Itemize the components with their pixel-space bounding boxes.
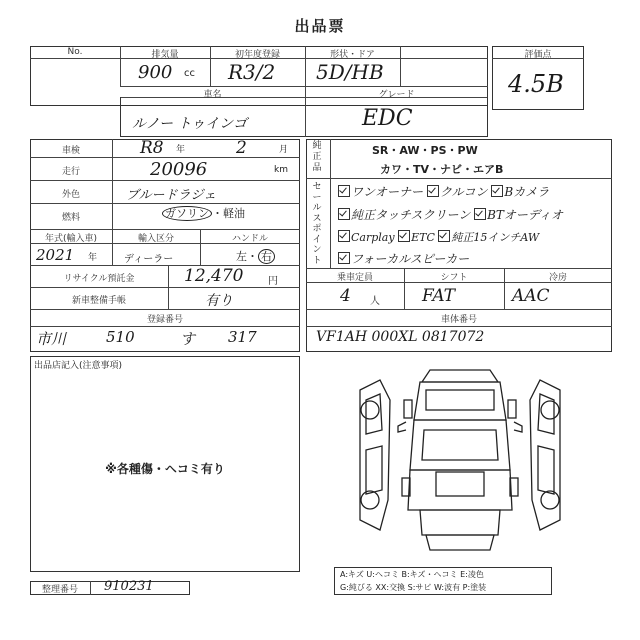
mileage-unit: km bbox=[274, 165, 288, 175]
equipment-row1: SR・AW・PS・PW bbox=[372, 144, 478, 157]
fuel-gasoline-circled: ガソリン bbox=[162, 206, 212, 221]
first-registration-label: 初年度登録 bbox=[234, 50, 280, 60]
grade-value: EDC bbox=[362, 106, 413, 131]
shift-label: シフト bbox=[440, 273, 468, 283]
fuel-label: 燃料 bbox=[61, 213, 80, 223]
ac-label: 冷房 bbox=[548, 273, 567, 283]
sales-point-item: 純正15インチAW bbox=[451, 231, 540, 244]
equipment-label: 純正品 bbox=[312, 141, 322, 173]
handle-label: ハンドル bbox=[231, 234, 268, 244]
reference-number-label: 整理番号 bbox=[41, 585, 78, 595]
handle-value bbox=[236, 248, 275, 264]
recycle-label: リサイクル預託金 bbox=[63, 274, 135, 284]
registration-number-label: 登録番号 bbox=[146, 315, 183, 325]
import-type-value: ディーラー bbox=[124, 254, 174, 265]
legend-row2: G:純びる XX:交換 S:サビ W:波有 P:塗装 bbox=[340, 583, 487, 592]
color-label: 外色 bbox=[61, 190, 80, 200]
handle-left: 左 bbox=[236, 250, 247, 263]
fuel-gasoline-option bbox=[162, 205, 245, 221]
inspection-label: 車検 bbox=[61, 146, 80, 156]
capacity-label: 乗車定員 bbox=[336, 273, 373, 283]
equipment-row2: カワ・TV・ナビ・エアB bbox=[380, 163, 504, 176]
shape-door-label: 形状・ドア bbox=[330, 50, 375, 60]
sales-point-label: セールスポイント bbox=[312, 182, 322, 266]
sales-point-row1 bbox=[338, 183, 549, 200]
mileage-value: 20096 bbox=[150, 159, 208, 180]
check-mark-icon bbox=[398, 230, 410, 242]
grade-label: グレード bbox=[378, 90, 415, 100]
sales-point-row3 bbox=[338, 229, 539, 245]
model-year-unit: 年 bbox=[88, 253, 98, 263]
ac-value: AAC bbox=[512, 286, 550, 306]
check-mark-icon bbox=[427, 185, 439, 197]
no-label: No. bbox=[67, 47, 83, 57]
model-year-label: 年式(輸入車) bbox=[44, 234, 98, 244]
registration-area: 市川 bbox=[36, 330, 67, 348]
car-damage-diagram bbox=[340, 360, 580, 565]
inspection-month-value: 2 bbox=[236, 138, 247, 158]
recycle-unit: 円 bbox=[268, 276, 278, 287]
check-mark-icon bbox=[438, 230, 450, 242]
mileage-label: 走行 bbox=[61, 167, 80, 177]
shift-value: FAT bbox=[422, 286, 456, 306]
inspection-year-value: R8 bbox=[140, 138, 164, 158]
maintenance-label: 新車整備手帳 bbox=[71, 296, 126, 306]
sales-point-row4 bbox=[338, 250, 469, 267]
fuel-diesel: 軽油 bbox=[223, 207, 245, 220]
registration-class: 510 bbox=[106, 328, 135, 346]
check-mark-icon bbox=[338, 252, 350, 264]
notes-label: 出品店記入(注意事項) bbox=[34, 361, 123, 371]
handle-separator: ・ bbox=[247, 250, 258, 263]
sales-point-item: Carplay bbox=[351, 231, 395, 244]
check-mark-icon bbox=[338, 230, 350, 242]
capacity-unit: 人 bbox=[370, 296, 380, 307]
sales-point-item: 純正タッチスクリーン bbox=[351, 208, 471, 222]
vin-label: 車体番号 bbox=[440, 315, 477, 325]
sales-point-item: クルコン bbox=[439, 185, 488, 199]
check-mark-icon bbox=[474, 208, 486, 220]
sales-point-item: Bカメラ bbox=[504, 185, 550, 199]
legend-row1: A:キズ U:ヘコミ B:キズ・ヘコミ E:凌色 bbox=[340, 570, 484, 579]
sales-point-item: フォーカルスピーカー bbox=[351, 252, 470, 266]
notes-text: ※各種傷・ヘコミ有り bbox=[105, 462, 225, 476]
sales-point-item: BTオーディオ bbox=[487, 208, 563, 222]
page-title: 出品票 bbox=[294, 17, 346, 35]
inspection-year-unit: 年 bbox=[176, 145, 186, 155]
registration-kana: す bbox=[180, 330, 196, 348]
check-mark-icon bbox=[491, 185, 503, 197]
first-registration-value: R3/2 bbox=[228, 60, 276, 84]
displacement-value: 900 bbox=[138, 62, 173, 83]
fuel-separator: ・ bbox=[212, 207, 223, 220]
maintenance-value: 有り bbox=[205, 293, 233, 309]
capacity-value: 4 bbox=[340, 286, 351, 306]
recycle-value: 12,470 bbox=[184, 266, 244, 286]
grade-score-label: 評価点 bbox=[524, 50, 552, 60]
registration-number: 317 bbox=[228, 328, 257, 346]
check-mark-icon bbox=[338, 185, 350, 197]
vin-value: VF1AH 000XL 0817072 bbox=[316, 329, 485, 345]
displacement-unit: cc bbox=[184, 68, 195, 79]
car-name-label: 車名 bbox=[203, 90, 222, 100]
import-type-label: 輸入区分 bbox=[137, 234, 174, 244]
sales-point-row2 bbox=[338, 206, 563, 223]
check-mark-icon bbox=[338, 208, 350, 220]
shape-door-value: 5D/HB bbox=[316, 60, 384, 84]
displacement-label: 排気量 bbox=[151, 50, 179, 60]
sales-point-item: ワンオーナー bbox=[351, 185, 424, 199]
handle-right-circled: 右 bbox=[258, 249, 275, 264]
model-year-value: 2021 bbox=[36, 246, 75, 264]
car-name-value: ルノー トゥインゴ bbox=[132, 116, 248, 132]
inspection-month-unit: 月 bbox=[279, 145, 289, 155]
color-value: ブルードラジェ bbox=[126, 188, 217, 203]
reference-number-value: 910231 bbox=[104, 579, 154, 594]
sales-point-item: ETC bbox=[411, 231, 435, 244]
car-name-box bbox=[120, 97, 488, 137]
grade-score-value: 4.5B bbox=[508, 70, 564, 98]
